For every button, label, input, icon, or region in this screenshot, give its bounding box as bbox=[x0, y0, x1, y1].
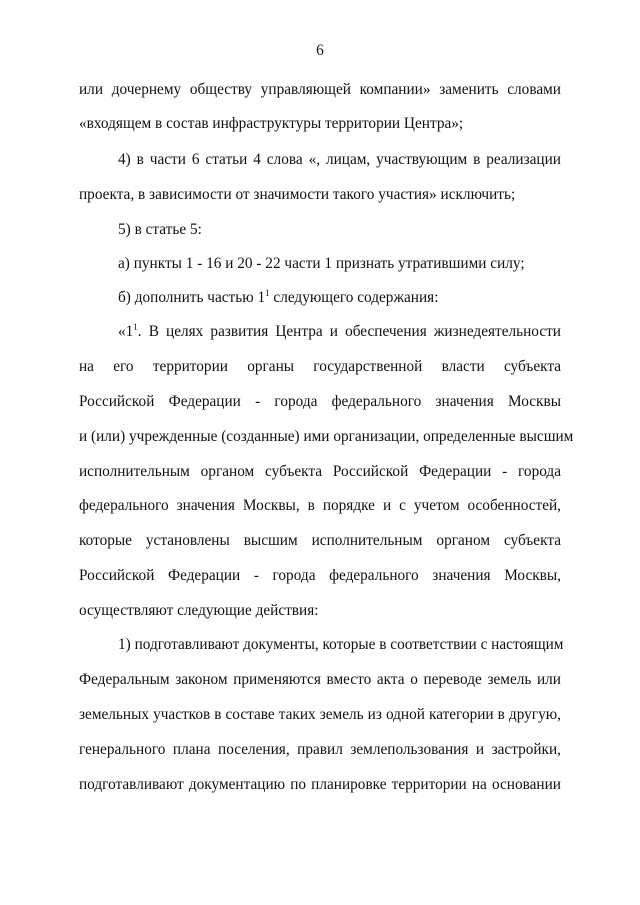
text-line: которые установлены высшим исполнительным органом субъекта bbox=[79, 532, 561, 549]
text-line: земельных участков в составе таких земель из одной категории в другую, bbox=[79, 706, 561, 723]
text-fragment: «1 bbox=[118, 323, 134, 340]
superscript: 1 bbox=[265, 288, 270, 298]
text-line: проекта, в зависимости от значимости такого участия» исключить; bbox=[79, 186, 516, 203]
text-line: подготавливают документацию по планировке территории на основании bbox=[79, 776, 561, 793]
text-fragment: . В целях развития Центра и обеспечения жизнедеятельности bbox=[137, 323, 561, 340]
text-line: а) пункты 1 - 16 и 20 - 22 части 1 признать утратившими силу; bbox=[118, 255, 525, 272]
text-line: 1) подготавливают документы, которые в соответствии с настоящим bbox=[118, 636, 564, 653]
superscript: 1 bbox=[133, 322, 138, 332]
text-line: генерального плана поселения, правил землепользования и застройки, bbox=[79, 741, 561, 758]
text-line: осуществляют следующие действия: bbox=[79, 602, 319, 619]
text-fragment: б) дополнить частью 1 bbox=[118, 289, 266, 306]
text-line: исполнительным органом субъекта Российской Федерации - города bbox=[79, 463, 561, 480]
text-line: и (или) учрежденные (созданные) ими организации, определенные высшим bbox=[79, 428, 574, 445]
text-line: 5) в статье 5: bbox=[118, 221, 202, 238]
text-line: Федеральным законом применяются вместо акта о переводе земель или bbox=[79, 671, 561, 688]
page-number: 6 bbox=[316, 42, 324, 59]
text-fragment: следующего содержания: bbox=[269, 289, 439, 306]
text-line: 4) в части 6 статьи 4 слова «, лицам, участвующим в реализации bbox=[118, 151, 561, 168]
text-line: федерального значения Москвы, в порядке и с учетом особенностей, bbox=[79, 497, 561, 514]
text-line: на его территории органы государственной власти субъекта bbox=[79, 358, 561, 375]
text-line: «входящем в состав инфраструктуры территории Центра»; bbox=[79, 115, 464, 132]
text-line bbox=[118, 322, 561, 342]
text-line bbox=[118, 288, 561, 308]
text-line: Российской Федерации - города федерального значения Москвы bbox=[79, 393, 561, 410]
text-line: Российской Федерации - города федерального значения Москвы, bbox=[79, 567, 561, 584]
text-line: или дочернему обществу управляющей компании» заменить словами bbox=[79, 81, 561, 98]
